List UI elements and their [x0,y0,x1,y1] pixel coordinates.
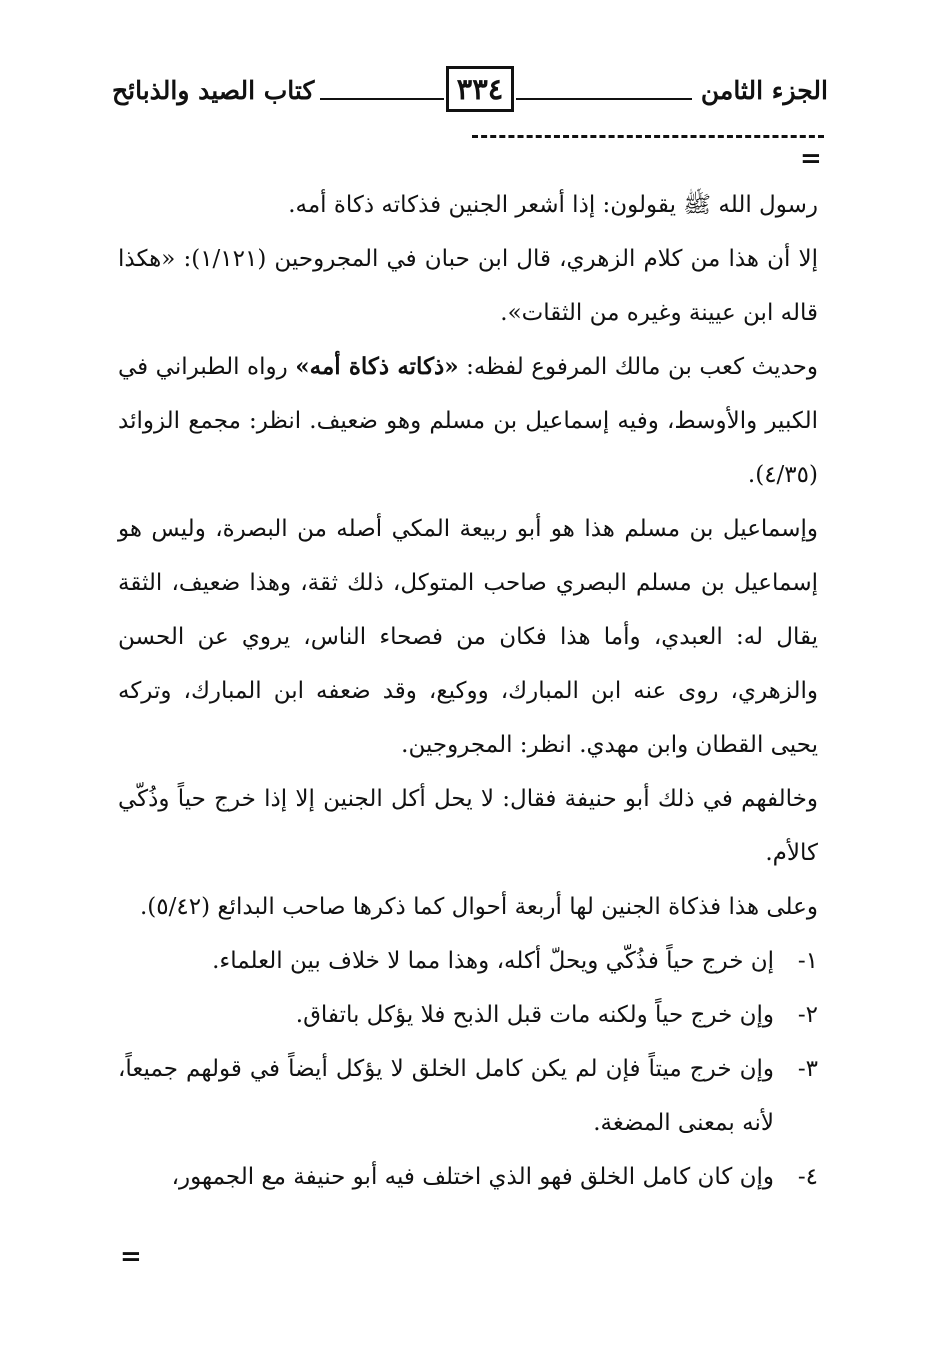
list-text: إن خرج حياً فذُكّي ويحلّ أكله، وهذا مما لا خلاف بين العلماء. [212,948,774,974]
paragraph: إلا أن هذا من كلام الزهري، قال ابن حبان في المجروحين (١/١٢١): «هكذا قاله ابن عيينة وغيره من الثقات». [118,246,818,326]
list-item [118,934,818,988]
paragraph: وخالفهم في ذلك أبو حنيفة فقال: لا يحل أكل الجنين إلا إذا خرج حياً وذُكّي كالأم. [118,786,818,866]
part-label: الجزء الثامن [700,76,828,105]
continuation-mark-top: = [800,144,822,174]
page-number: ٣٣٤ [446,66,514,112]
list-text: وإن خرج حياً ولكنه مات قبل الذبح فلا يؤكل باتفاق. [295,1002,774,1028]
header-rule-left [320,98,444,100]
list-item [118,1042,818,1150]
paragraph: وحديث كعب بن مالك المرفوع لفظه: «ذكاته ذكاة أمه» رواه الطبراني في الكبير والأوسط، وفيه إسماعيل بن مسلم وهو ضعيف. انظر: مجمع الزوائد (٤/٣٥). [118,353,818,488]
hadith-quote: «ذكاته ذكاة أمه» [295,353,459,380]
list-number: ٢- [797,1002,818,1028]
running-header [112,62,828,126]
list-number: ٣- [797,1056,818,1082]
header-rule-right [516,98,692,100]
paragraph: وعلى هذا فذكاة الجنين لها أربعة أحوال كما ذكرها صاحب البدائع (٥/٤٢). [139,894,818,920]
list-text: وإن خرج ميتاً فإن لم يكن كامل الخلق لا يؤكل أيضاً في قولهم جميعاً، لأنه بمعنى المضغة. [118,1056,774,1136]
paragraph: رسول الله ﷺ يقولون: إذا أشعر الجنين فذكاته ذكاة أمه. [288,192,818,218]
continuation-mark-bottom: = [120,1242,142,1272]
list-number: ١- [797,948,818,974]
paragraph: وإسماعيل بن مسلم هذا هو أبو ربيعة المكي أصله من البصرة، وليس هو إسماعيل بن مسلم البصري صاحب المتوكل، ذلك ثقة، وهذا ضعيف، الثقة يقال له: العبدي، وأما هذا فكان من فصحاء الناس، يروي عن الحسن والزهري، روى عنه ابن المبارك، ووكيع، وقد ضعفه ابن المبارك، وتركه يحيى القطان وابن مهدي. انظر: المجروجين. [118,516,818,758]
footnote-body [118,178,818,1204]
book-title: كتاب الصيد والذبائح [112,76,315,105]
list-item [118,988,818,1042]
list-text: وإن كان كامل الخلق فهو الذي اختلف فيه أبو حنيفة مع الجمهور، [171,1164,774,1190]
footnote-separator [472,135,824,138]
list-item [118,1150,818,1204]
list-number: ٤- [797,1164,818,1190]
